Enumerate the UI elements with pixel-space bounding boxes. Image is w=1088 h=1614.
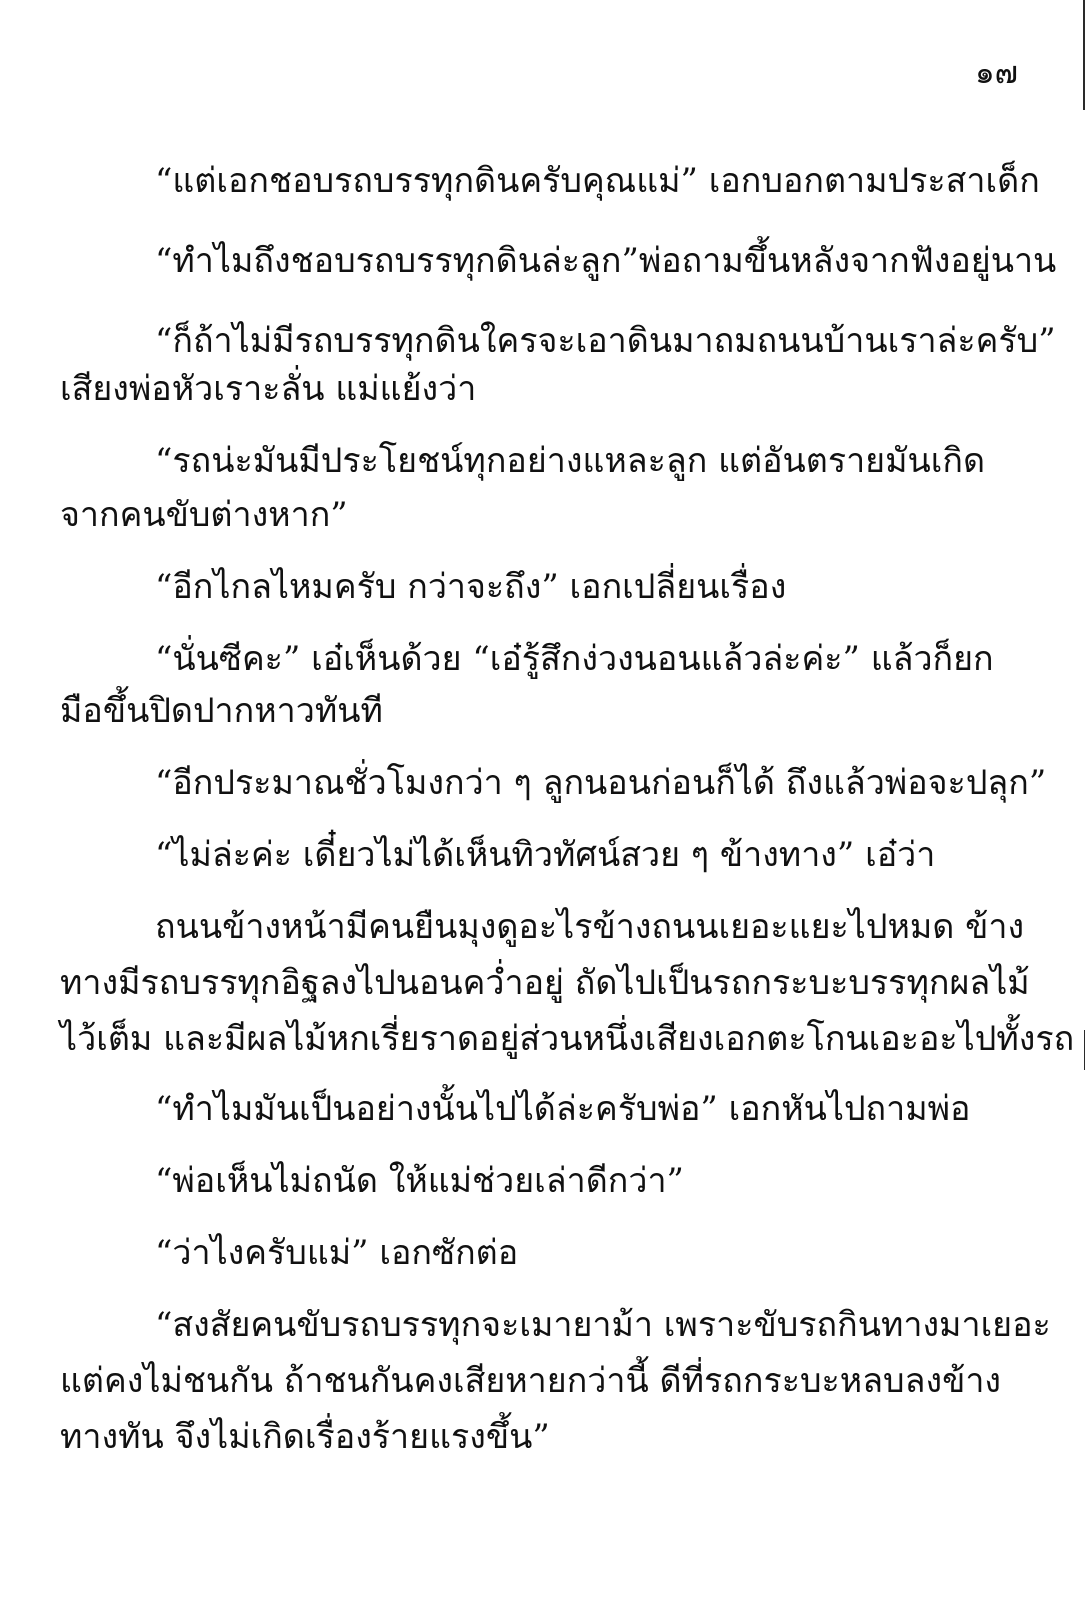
text-line: จากคนขับต่างหาก” xyxy=(60,495,348,535)
text-line: “อีกประมาณชั่วโมงกว่า ๆ ลูกนอนก่อนก็ได้ ถึงแล้วพ่อจะปลุก” xyxy=(155,763,1047,803)
text-line: “ว่าไงครับแม่” เอกซักต่อ xyxy=(155,1233,519,1273)
text-line: ไว้เต็ม และมีผลไม้หกเรี่ยราดอยู่ส่วนหนึ่งเสียงเอกตะโกนเอะอะไปทั้งรถ xyxy=(60,1019,1075,1059)
text-line: “ทำไมมันเป็นอย่างนั้นไปได้ล่ะครับพ่อ” เอกหันไปถามพ่อ xyxy=(155,1089,971,1129)
text-line: “รถน่ะมันมีประโยชน์ทุกอย่างแหละลูก แต่อันตรายมันเกิด xyxy=(155,441,986,481)
text-line: “ไม่ล่ะค่ะ เดี๋ยวไม่ได้เห็นทิวทัศน์สวย ๆ ข้างทาง” เอ๋ว่า xyxy=(155,835,936,875)
text-line: ทางทัน จึงไม่เกิดเรื่องร้ายแรงขึ้น” xyxy=(60,1417,550,1457)
text-line: เสียงพ่อหัวเราะลั่น แม่แย้งว่า xyxy=(60,369,477,409)
text-line: “พ่อเห็นไม่ถนัด ให้แม่ช่วยเล่าดีกว่า” xyxy=(155,1161,684,1201)
text-line: “แต่เอกชอบรถบรรทุกดินครับคุณแม่” เอกบอกตามประสาเด็ก xyxy=(155,161,1040,201)
text-line: “ทำไมถึงชอบรถบรรทุกดินล่ะลูก”พ่อถามขึ้นหลังจากฟังอยู่นาน xyxy=(155,241,1057,281)
scan-edge-mark xyxy=(1083,0,1085,110)
text-line: ถนนข้างหน้ามีคนยืนมุงดูอะไรข้างถนนเยอะแยะไปหมด ข้าง xyxy=(155,907,1025,947)
text-line: “สงสัยคนขับรถบรรทุกจะเมายาม้า เพราะขับรถกินทางมาเยอะ xyxy=(155,1305,1051,1345)
text-line: มือขึ้นปิดปากหาวทันที xyxy=(60,691,383,731)
text-line: “นั่นซีคะ” เอ๋เห็นด้วย “เอ๋รู้สึกง่วงนอนแล้วล่ะค่ะ” แล้วก็ยก xyxy=(155,639,994,679)
text-line: ทางมีรถบรรทุกอิฐลงไปนอนคว่ำอยู่ ถัดไปเป็นรถกระบะบรรทุกผลไม้ xyxy=(60,963,1030,1003)
scan-edge-mark xyxy=(1084,1030,1085,1070)
text-line: แต่คงไม่ชนกัน ถ้าชนกันคงเสียหายกว่านี้ ดีที่รถกระบะหลบลงข้าง xyxy=(60,1361,1002,1401)
text-line: “อีกไกลไหมครับ กว่าจะถึง” เอกเปลี่ยนเรื่อง xyxy=(155,567,787,607)
text-line: “ก็ถ้าไม่มีรถบรรทุกดินใครจะเอาดินมาถมถนนบ้านเราล่ะครับ” xyxy=(155,321,1056,361)
page-number: ๑๗ xyxy=(975,55,1018,91)
